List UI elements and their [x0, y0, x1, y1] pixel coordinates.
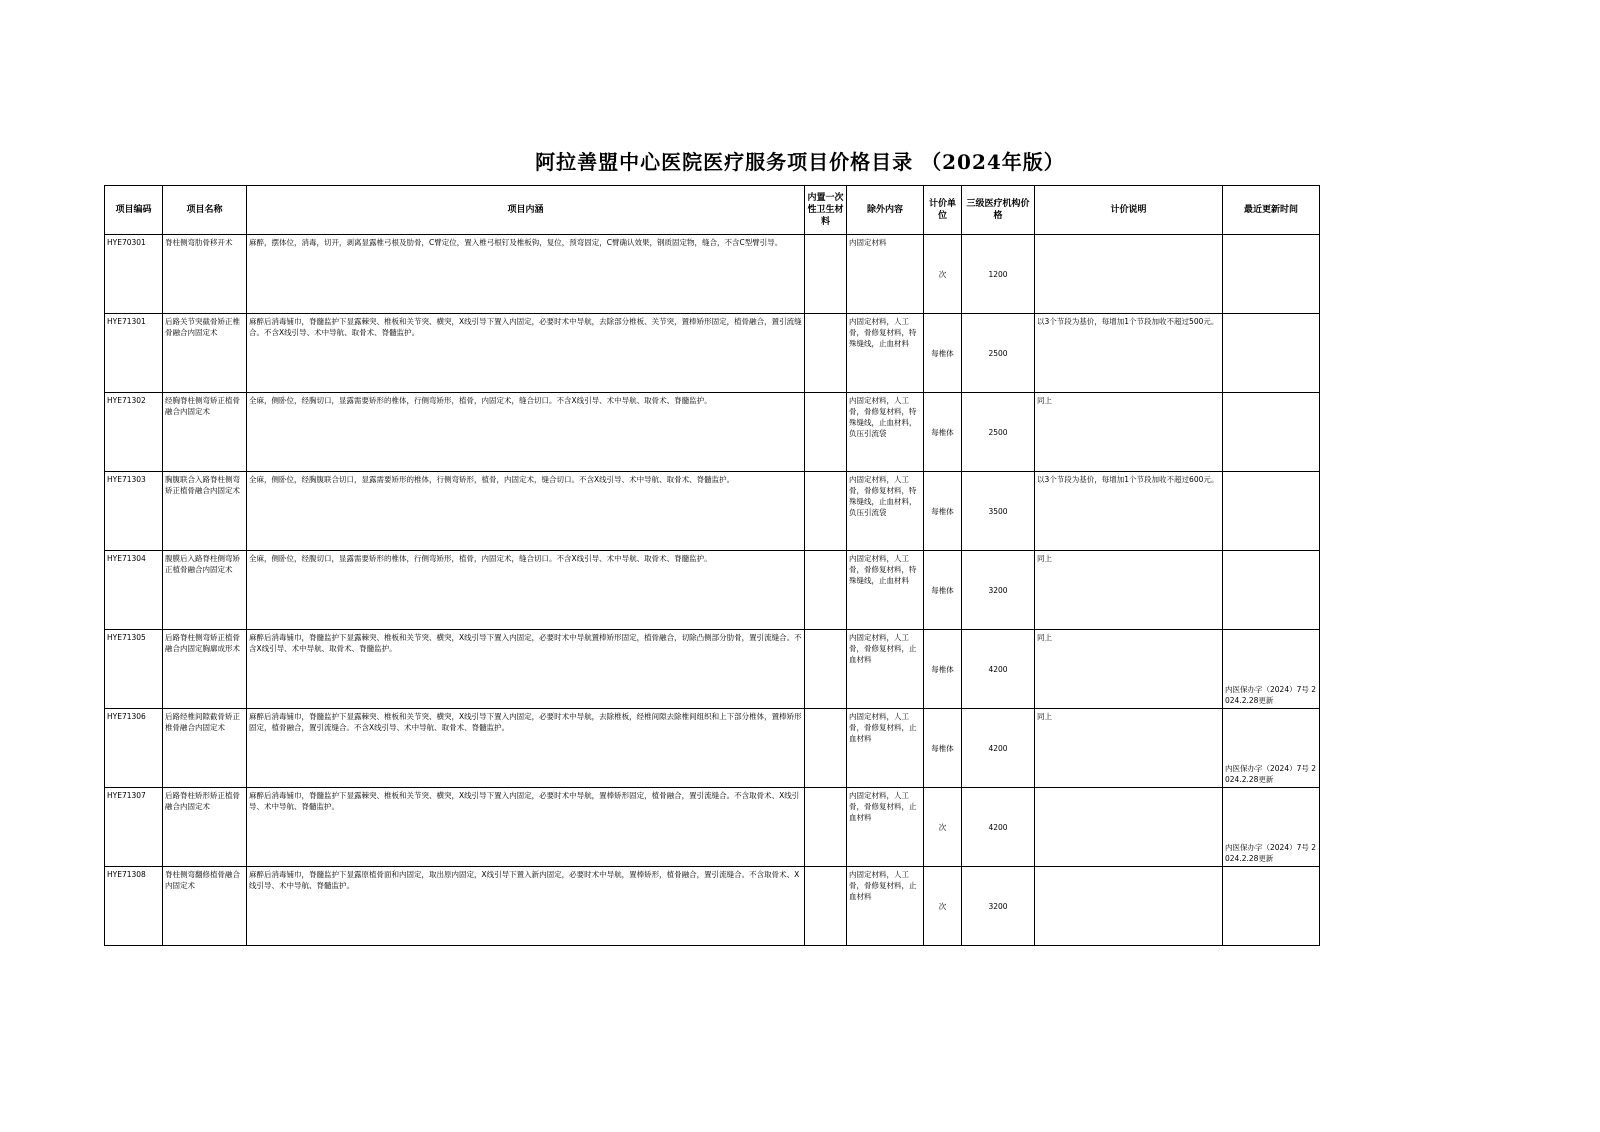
- cell-code: HYE71304: [105, 551, 163, 630]
- cell-disposable: [805, 235, 847, 314]
- cell-update: [1223, 867, 1320, 946]
- cell-name: 后路脊柱矫形矫正植骨融合内固定术: [163, 788, 247, 867]
- cell-note: 同上: [1035, 551, 1223, 630]
- cell-update: 内医保办字（2024）7号 2024.2.28更新: [1223, 788, 1320, 867]
- cell-name: 经胸脊柱侧弯矫正植骨融合内固定术: [163, 393, 247, 472]
- cell-update: [1223, 551, 1320, 630]
- cell-name: 脊柱侧弯翻修植骨融合内固定术: [163, 867, 247, 946]
- cell-unit: 每椎体: [924, 472, 962, 551]
- cell-unit: 每椎体: [924, 709, 962, 788]
- table-row: [105, 867, 1320, 946]
- cell-code: HYE71307: [105, 788, 163, 867]
- cell-disposable: [805, 788, 847, 867]
- cell-name: 胸腹联合入路脊柱侧弯矫正植骨融合内固定术: [163, 472, 247, 551]
- cell-exclusion: 内固定材料，人工骨，骨修复材料，止血材料: [847, 709, 924, 788]
- table-row: [105, 393, 1320, 472]
- table-row: [105, 709, 1320, 788]
- cell-price: 3200: [962, 551, 1035, 630]
- cell-content: 全麻，侧卧位，经胸腹联合切口，显露需要矫形的椎体，行侧弯矫形，植骨，内固定术，缝合切口。不含X线引导、术中导航、取骨术、脊髓监护。: [247, 472, 805, 551]
- table-row: [105, 630, 1320, 709]
- col-header-disposable: 内置一次性卫生材料: [805, 186, 847, 235]
- page-title: 阿拉善盟中心医院医疗服务项目价格目录 （2024年版）: [535, 150, 1065, 174]
- cell-code: HYE71306: [105, 709, 163, 788]
- cell-exclusion: 内固定材料: [847, 235, 924, 314]
- cell-note: [1035, 867, 1223, 946]
- cell-unit: 次: [924, 235, 962, 314]
- table-row: [105, 314, 1320, 393]
- cell-price: 1200: [962, 235, 1035, 314]
- col-header-content: 项目内涵: [247, 186, 805, 235]
- cell-code: HYE71305: [105, 630, 163, 709]
- cell-disposable: [805, 709, 847, 788]
- cell-note: 以3个节段为基价，每增加1个节段加收不超过600元。: [1035, 472, 1223, 551]
- cell-content: 全麻，侧卧位，经腹切口，显露需要矫形的椎体，行侧弯矫形，植骨，内固定术，缝合切口。不含X线引导、术中导航、取骨术、脊髓监护。: [247, 551, 805, 630]
- cell-price: 2500: [962, 393, 1035, 472]
- cell-price: 4200: [962, 709, 1035, 788]
- cell-update: 内医保办字（2024）7号 2024.2.28更新: [1223, 709, 1320, 788]
- cell-update: 内医保办字（2024）7号 2024.2.28更新: [1223, 630, 1320, 709]
- cell-exclusion: 内固定材料，人工骨，骨修复材料，止血材料: [847, 867, 924, 946]
- col-header-unit: 计价单位: [924, 186, 962, 235]
- col-header-code: 项目编码: [105, 186, 163, 235]
- col-header-update: 最近更新时间: [1223, 186, 1320, 235]
- cell-note: [1035, 235, 1223, 314]
- cell-exclusion: 内固定材料，人工骨，骨修复材料，特殊缝线，止血材料: [847, 314, 924, 393]
- col-header-name: 项目名称: [163, 186, 247, 235]
- cell-price: 2500: [962, 314, 1035, 393]
- cell-content: 麻醉后消毒铺巾，脊髓监护下显露原植骨面和内固定，取出原内固定，X线引导下置入新内固定，必要时术中导航，置棒矫形，植骨融合，置引流缝合。不含取骨术、X线引导、术中导航、脊髓监护。: [247, 867, 805, 946]
- cell-code: HYE71303: [105, 472, 163, 551]
- cell-disposable: [805, 867, 847, 946]
- cell-content: 麻醉，摆体位，消毒，切开，剥离显露椎弓根及肋骨，C臂定位，置入椎弓根钉及椎板钩，复位，预弯固定，C臂确认效果，钢质固定物，缝合，不含C型臂引导。: [247, 235, 805, 314]
- cell-exclusion: 内固定材料，人工骨，骨修复材料，止血材料: [847, 630, 924, 709]
- cell-price: 3500: [962, 472, 1035, 551]
- cell-unit: 次: [924, 788, 962, 867]
- cell-exclusion: 内固定材料，人工骨，骨修复材料，特殊缝线，止血材料，负压引流袋: [847, 472, 924, 551]
- cell-code: HYE71308: [105, 867, 163, 946]
- cell-unit: 每椎体: [924, 393, 962, 472]
- cell-code: HYE70301: [105, 235, 163, 314]
- cell-name: 后路经椎间隙截骨矫正椎骨融合内固定术: [163, 709, 247, 788]
- cell-content: 麻醉后消毒铺巾，脊髓监护下显露棘突、椎板和关节突、横突，X线引导下置入内固定，必要时术中导航，去除部分椎板、关节突，置棒矫形固定，植骨融合，置引流缝合。不含X线引导、术中导航、取骨术、脊髓监护。: [247, 314, 805, 393]
- cell-name: 后路关节突截骨矫正椎骨融合内固定术: [163, 314, 247, 393]
- cell-update: [1223, 235, 1320, 314]
- cell-note: 以3个节段为基价，每增加1个节段加收不超过500元。: [1035, 314, 1223, 393]
- cell-code: HYE71301: [105, 314, 163, 393]
- price-table: [104, 185, 1320, 946]
- col-header-price: 三级医疗机构价格: [962, 186, 1035, 235]
- cell-exclusion: 内固定材料，人工骨，骨修复材料，止血材料: [847, 788, 924, 867]
- table-row: [105, 235, 1320, 314]
- cell-update: [1223, 314, 1320, 393]
- cell-content: 麻醉后消毒铺巾，脊髓监护下显露棘突、椎板和关节突、横突，X线引导下置入内固定，必要时术中导航，去除椎板，经椎间隙去除椎间组织和上下部分椎体，置棒矫形固定，植骨融合，置引流缝合。不含X线引导、术中导航、取骨术、脊髓监护。: [247, 709, 805, 788]
- cell-name: 脊柱侧弯肋骨移开术: [163, 235, 247, 314]
- cell-price: 4200: [962, 788, 1035, 867]
- cell-exclusion: 内固定材料，人工骨，骨修复材料，特殊缝线，止血材料，负压引流袋: [847, 393, 924, 472]
- cell-content: 麻醉后消毒铺巾，脊髓监护下显露棘突、椎板和关节突、横突，X线引导下置入内固定，必要时术中导航置棒矫形固定，植骨融合，切除凸侧部分肋骨，置引流缝合。不含X线引导、术中导航、取骨术、脊髓监护。: [247, 630, 805, 709]
- cell-name: 后路脊柱侧弯矫正植骨融合内固定胸廓成形术: [163, 630, 247, 709]
- cell-disposable: [805, 393, 847, 472]
- cell-unit: 每椎体: [924, 630, 962, 709]
- table-row: [105, 788, 1320, 867]
- table-row: [105, 472, 1320, 551]
- cell-price: 4200: [962, 630, 1035, 709]
- cell-disposable: [805, 551, 847, 630]
- cell-update: [1223, 393, 1320, 472]
- col-header-note: 计价说明: [1035, 186, 1223, 235]
- cell-unit: 每椎体: [924, 314, 962, 393]
- cell-note: 同上: [1035, 709, 1223, 788]
- cell-code: HYE71302: [105, 393, 163, 472]
- cell-price: 3200: [962, 867, 1035, 946]
- cell-note: 同上: [1035, 393, 1223, 472]
- cell-disposable: [805, 314, 847, 393]
- table-row: [105, 551, 1320, 630]
- header-row: [105, 186, 1320, 235]
- cell-exclusion: 内固定材料，人工骨，骨修复材料，特殊缝线，止血材料: [847, 551, 924, 630]
- cell-content: 麻醉后消毒铺巾，脊髓监护下显露棘突、椎板和关节突、横突，X线引导下置入内固定，必要时术中导航，置棒矫形固定，植骨融合，置引流缝合。不含取骨术、X线引导、术中导航、脊髓监护。: [247, 788, 805, 867]
- col-header-exclusion: 除外内容: [847, 186, 924, 235]
- cell-disposable: [805, 472, 847, 551]
- cell-content: 全麻，侧卧位，经胸切口，显露需要矫形的椎体，行侧弯矫形，植骨，内固定术，缝合切口。不含X线引导、术中导航、取骨术、脊髓监护。: [247, 393, 805, 472]
- cell-note: 同上: [1035, 630, 1223, 709]
- cell-disposable: [805, 630, 847, 709]
- cell-unit: 次: [924, 867, 962, 946]
- cell-update: [1223, 472, 1320, 551]
- cell-name: 腹膜后入路脊柱侧弯矫正植骨融合内固定术: [163, 551, 247, 630]
- cell-note: [1035, 788, 1223, 867]
- cell-unit: 每椎体: [924, 551, 962, 630]
